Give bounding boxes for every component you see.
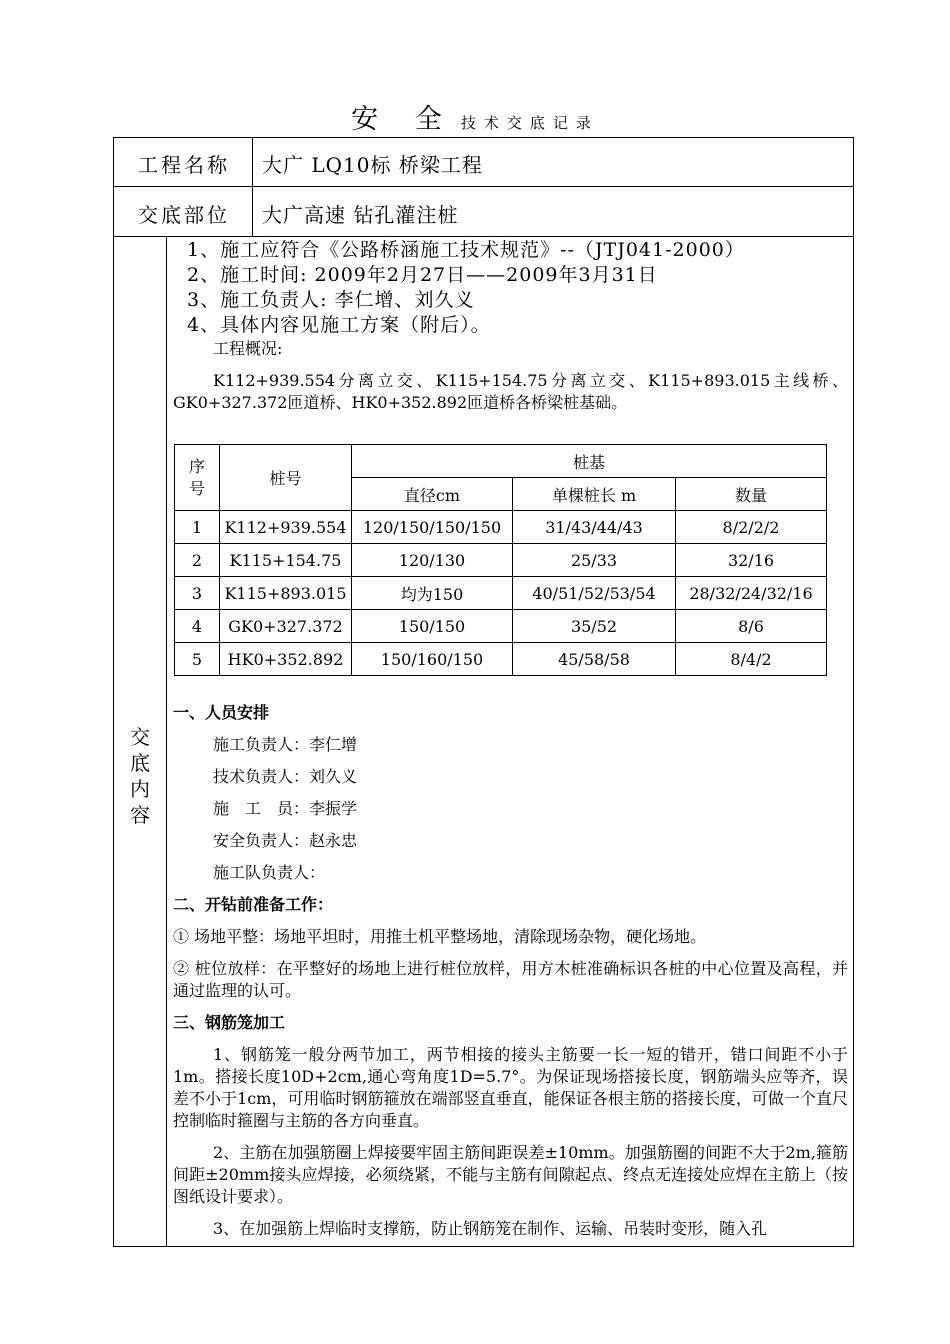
prep-item: ② 桩位放样：在平整好的场地上进行桩位放样，用方木桩准确标识各桩的中心位置及高程，并通过监理的认可。 <box>173 959 848 1000</box>
project-name-value: 大广 LQ10标 桥梁工程 <box>262 153 483 177</box>
cell-index: 3 <box>175 577 220 610</box>
header-count: 数量 <box>676 478 827 511</box>
location-value: 大广高速 钻孔灌注桩 <box>262 203 459 227</box>
title-sub: 技术交底记录 <box>460 114 599 132</box>
cell-length: 40/51/52/53/54 <box>513 577 676 610</box>
cell-diameter: 120/130 <box>352 544 513 577</box>
header-length: 单棵桩长 m <box>513 478 676 511</box>
label-column-divider <box>252 137 253 237</box>
cell-station: K115+893.015 <box>220 577 352 610</box>
cell-index: 5 <box>175 643 220 676</box>
side-label-char: 交 <box>130 725 150 749</box>
project-name-label: 工程名称 <box>138 153 230 177</box>
person-line: 施工负责人：李仁增 <box>213 735 358 754</box>
cell-length: 35/52 <box>513 610 676 643</box>
cell-station: K112+939.554 <box>220 511 352 544</box>
person-line: 技术负责人：刘久义 <box>213 767 358 786</box>
header-pile-group: 桩基 <box>352 445 827 478</box>
point-3: 3、施工负责人: 李仁增、刘久义 <box>187 289 475 311</box>
section-1-title: 一、人员安排 <box>173 703 270 722</box>
cell-diameter: 均为150 <box>352 577 513 610</box>
cage-paragraph: 1、钢筋笼一般分两节加工，两节相接的接头主筋要一长一短的错开，错口间距不小于1m。搭接长度10D+2cm,通心弯角度1D=5.7°。为保证现场搭接长度，钢筋端头应等齐，误差不小于1cm，可用临时钢筋箍放在端部竖直垂直，能保证各根主筋的搭接长度，可做一个直尺控制临时箍圈与主筋的各方向垂直。 <box>173 1045 848 1130</box>
cell-count: 28/32/24/32/16 <box>676 577 827 610</box>
cell-index: 4 <box>175 610 220 643</box>
title-main: 安 全 <box>351 104 456 135</box>
table-row <box>175 511 827 544</box>
document-title <box>0 102 950 141</box>
side-column-divider <box>166 236 167 1247</box>
point-2: 2、施工时间: 2009年2月27日——2009年3月31日 <box>187 264 658 286</box>
content-area <box>173 238 848 1240</box>
table-row <box>175 577 827 610</box>
table-row <box>175 610 827 643</box>
cell-diameter: 150/150 <box>352 610 513 643</box>
location-label: 交底部位 <box>138 203 230 227</box>
overview-heading: 工程概况: <box>213 339 283 358</box>
pile-table <box>174 444 827 676</box>
point-4: 4、具体内容见施工方案（附后）。 <box>187 314 491 336</box>
cell-length: 25/33 <box>513 544 676 577</box>
cell-station: GK0+327.372 <box>220 610 352 643</box>
header-station: 桩号 <box>220 445 352 511</box>
person-line: 施工队负责人： <box>213 863 326 882</box>
header-index <box>175 445 220 511</box>
side-label-char: 底 <box>130 751 150 775</box>
cell-count: 8/4/2 <box>676 643 827 676</box>
cell-diameter: 120/150/150/150 <box>352 511 513 544</box>
row-divider-2 <box>113 236 854 237</box>
cell-length: 45/58/58 <box>513 643 676 676</box>
header-index-text: 序号 <box>188 456 205 498</box>
cell-index: 2 <box>175 544 220 577</box>
cage-paragraph: 2、主筋在加强筋圈上焊接要牢固主筋间距误差±10mm。加强筋圈的间距不大于2m,箍筋间距±20mm接头应焊接，必须绕紧，不能与主筋有间隙起点、终点无连接处应焊在主筋上（按图纸设计要求）。 <box>173 1143 848 1206</box>
person-line: 施 工 员：李振学 <box>213 799 358 818</box>
cell-count: 8/6 <box>676 610 827 643</box>
row-divider-1 <box>113 186 854 187</box>
side-label-char: 容 <box>130 803 150 827</box>
table-row <box>175 544 827 577</box>
section-2-title: 二、开钻前准备工作： <box>173 895 334 914</box>
cell-index: 1 <box>175 511 220 544</box>
prep-item: ① 场地平整：场地平坦时，用推土机平整场地，清除现场杂物，硬化场地。 <box>173 927 707 946</box>
side-label <box>126 724 154 828</box>
cell-count: 32/16 <box>676 544 827 577</box>
cell-station: K115+154.75 <box>220 544 352 577</box>
overview-text: K112+939.554分离立交、K115+154.75分离立交、K115+893.015主线桥、GK0+327.372匝道桥、HK0+352.892匝道桥各桥梁桩基础。 <box>173 371 848 412</box>
cell-diameter: 150/160/150 <box>352 643 513 676</box>
cell-station: HK0+352.892 <box>220 643 352 676</box>
table-row <box>175 643 827 676</box>
cage-paragraph: 3、在加强筋上焊临时支撑筋，防止钢筋笼在制作、运输、吊装时变形，随入孔 <box>213 1219 768 1238</box>
cell-length: 31/43/44/43 <box>513 511 676 544</box>
person-line: 安全负责人：赵永忠 <box>213 831 358 850</box>
section-3-title: 三、钢筋笼加工 <box>173 1013 286 1032</box>
cell-count: 8/2/2/2 <box>676 511 827 544</box>
side-label-char: 内 <box>130 777 150 801</box>
point-1: 1、施工应符合《公路桥涵施工技术规范》--（JTJ041-2000） <box>187 239 745 261</box>
header-diameter: 直径cm <box>352 478 513 511</box>
